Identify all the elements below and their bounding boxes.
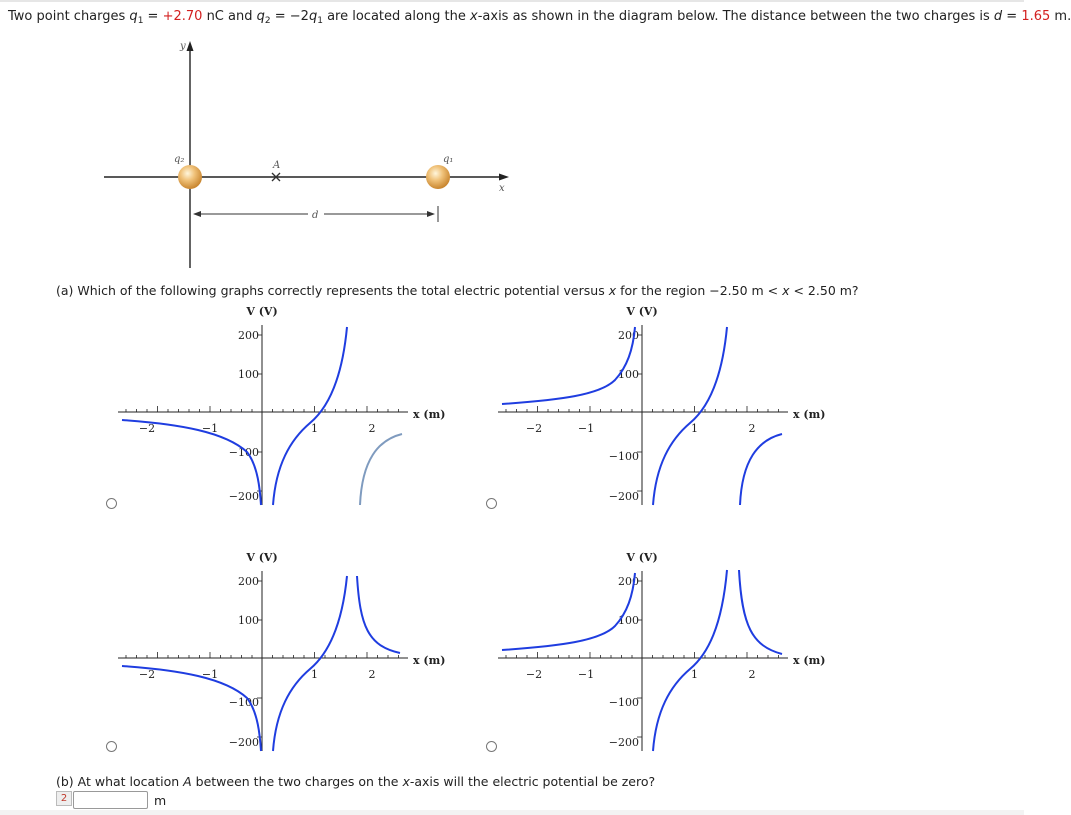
graph-b-x-label: x (m) bbox=[793, 408, 826, 421]
graph-c-ytick-m100: −100 bbox=[228, 696, 259, 709]
graph-b-ytick-200: 200 bbox=[618, 329, 639, 342]
graph-c-x-label: x (m) bbox=[413, 654, 446, 667]
graph-a-ytick-m200: −200 bbox=[228, 490, 259, 503]
graph-option-a bbox=[110, 300, 446, 510]
graph-c-xtick-m1: −1 bbox=[201, 668, 219, 681]
q2-subscript: 2 bbox=[264, 16, 271, 26]
graph-a-ytick-100: 100 bbox=[238, 368, 259, 381]
q1-sphere bbox=[426, 165, 450, 189]
graph-a-curve-right bbox=[360, 434, 402, 505]
d-symbol: d bbox=[993, 9, 1003, 24]
q1-equals: = bbox=[143, 9, 163, 24]
d-equals: = bbox=[1002, 9, 1022, 24]
graph-d-ytick-100: 100 bbox=[618, 614, 639, 627]
graph-a-curve-middle bbox=[273, 327, 347, 505]
graph-option-d bbox=[490, 546, 826, 756]
q2-diagram-label: q₂ bbox=[174, 154, 185, 165]
graph-b-v-label: V (V) bbox=[626, 305, 658, 318]
q1-diagram-label: q₁ bbox=[443, 154, 454, 165]
part-b-text-3: -axis will the electric potential be zero? bbox=[409, 774, 656, 789]
graph-d-xtick-2: 2 bbox=[748, 668, 756, 681]
graph-c-v-label: V (V) bbox=[246, 551, 278, 564]
part-a-question bbox=[56, 283, 859, 298]
graph-b-ytick-100: 100 bbox=[618, 368, 639, 381]
graph-d-ytick-m100: −100 bbox=[608, 696, 639, 709]
attempt-badge: 2 bbox=[56, 791, 72, 806]
graph-b-ytick-m100: −100 bbox=[608, 450, 639, 463]
q2-ref-subscript: 1 bbox=[317, 16, 323, 26]
intro-text-2: are located along the bbox=[322, 9, 471, 24]
graph-a-xtick-1: 1 bbox=[311, 422, 318, 435]
graph-b-curve-middle bbox=[653, 327, 727, 505]
part-a-text-2: for the region −2.50 m < bbox=[616, 283, 783, 298]
graph-a-xtick-m2: −2 bbox=[138, 422, 156, 435]
q1-unit: nC and bbox=[202, 9, 257, 24]
graph-a-ytick-m100: −100 bbox=[228, 446, 259, 459]
diagram-x-arrow bbox=[499, 174, 509, 181]
graph-option-c bbox=[110, 546, 446, 756]
q2-symbol: q bbox=[256, 9, 265, 24]
axis-word: x bbox=[470, 9, 478, 24]
graph-option-b bbox=[490, 300, 826, 510]
graph-c-xtick-1: 1 bbox=[311, 668, 318, 681]
graph-b-xtick-2: 2 bbox=[748, 422, 756, 435]
d-value: 1.65 bbox=[1021, 9, 1051, 24]
q1-value: +2.70 bbox=[162, 9, 203, 24]
diagram-y-label: y bbox=[180, 41, 186, 52]
graph-b-curve-left bbox=[502, 327, 635, 404]
graph-b-xtick-m2: −2 bbox=[525, 422, 543, 435]
graph-b-ytick-m200: −200 bbox=[608, 490, 639, 503]
intro-text: Two point charges bbox=[8, 9, 130, 24]
part-a-text-1: (a) Which of the following graphs correctly represents the total electric potential versus bbox=[56, 283, 609, 298]
q2-sphere bbox=[178, 165, 202, 189]
graph-a-ytick-200: 200 bbox=[238, 329, 259, 342]
charge-diagram bbox=[0, 0, 1024, 280]
part-b-x: x bbox=[402, 774, 410, 789]
graph-b-xtick-1: 1 bbox=[691, 422, 698, 435]
diagram-y-arrow bbox=[187, 41, 194, 51]
graph-d-ytick-m200: −200 bbox=[608, 736, 639, 749]
part-b-a-symbol: A bbox=[183, 774, 192, 789]
part-a-text-3: < 2.50 m? bbox=[789, 283, 859, 298]
graph-b-xtick-m1: −1 bbox=[577, 422, 595, 435]
graph-d-xtick-m1: −1 bbox=[577, 668, 595, 681]
graph-c-ytick-m200: −200 bbox=[228, 736, 259, 749]
part-b-question bbox=[56, 774, 655, 789]
answer-unit: m bbox=[154, 793, 167, 808]
graph-a-v-label: V (V) bbox=[246, 305, 278, 318]
q2-ref-symbol: q bbox=[308, 9, 318, 24]
q1-subscript: 1 bbox=[137, 16, 144, 26]
point-a-label: A bbox=[273, 160, 281, 171]
part-a-x-2: x bbox=[782, 283, 790, 298]
graph-d-curve-left bbox=[502, 573, 635, 650]
graph-c-ytick-200: 200 bbox=[238, 575, 259, 588]
part-a-x: x bbox=[608, 283, 617, 298]
graph-c-xtick-m2: −2 bbox=[138, 668, 156, 681]
graph-c-curve-middle bbox=[273, 576, 347, 751]
graph-c-xtick-2: 2 bbox=[368, 668, 376, 681]
graph-d-curve-right bbox=[739, 570, 782, 654]
graph-a-xtick-m1: −1 bbox=[201, 422, 219, 435]
bottom-border bbox=[0, 810, 1024, 815]
graph-d-x-label: x (m) bbox=[793, 654, 826, 667]
graph-a-x-label: x (m) bbox=[413, 408, 446, 421]
graph-c-ytick-100: 100 bbox=[238, 614, 259, 627]
graph-d-ytick-200: 200 bbox=[618, 575, 639, 588]
diagram-x-label: x bbox=[499, 183, 505, 194]
d-unit: m. bbox=[1050, 9, 1071, 24]
graph-d-xtick-m2: −2 bbox=[525, 668, 543, 681]
graph-d-curve-middle bbox=[653, 570, 727, 751]
part-b-text-2: between the two charges on the bbox=[191, 774, 403, 789]
graph-a-xtick-2: 2 bbox=[368, 422, 376, 435]
graph-b-curve-right bbox=[740, 434, 782, 505]
graph-d-v-label: V (V) bbox=[626, 551, 658, 564]
answer-input[interactable] bbox=[73, 791, 148, 809]
graph-d-xtick-1: 1 bbox=[691, 668, 698, 681]
graph-c-curve-right bbox=[357, 576, 400, 653]
distance-d-label: d bbox=[312, 210, 319, 221]
part-b-text-1: (b) At what location bbox=[56, 774, 184, 789]
intro-text-3: -axis as shown in the diagram below. The distance between the two charges is bbox=[477, 9, 994, 24]
q2-equals: = −2 bbox=[270, 9, 309, 24]
q1-symbol: q bbox=[129, 9, 138, 24]
